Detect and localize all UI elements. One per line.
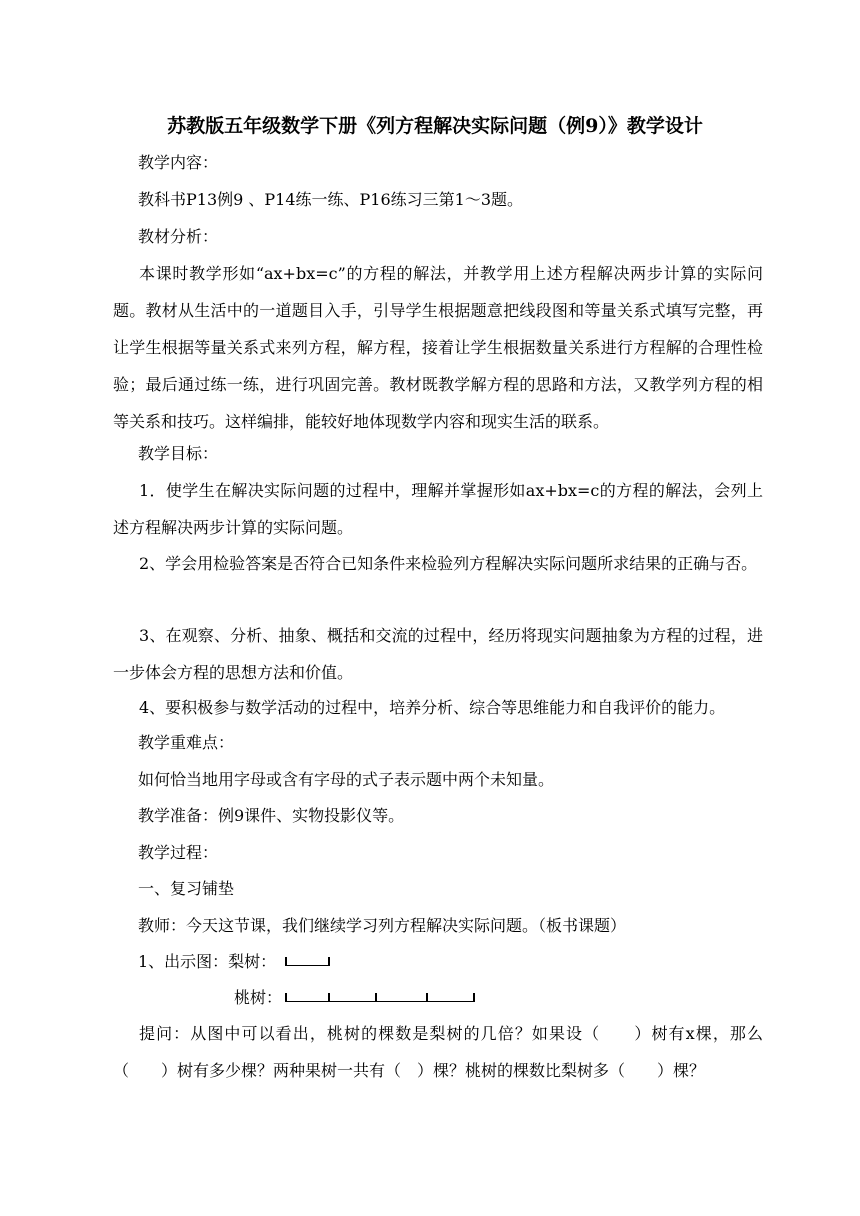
question-paragraph: 提问：从图中可以看出，桃树的棵数是梨树的几倍？如果设（ ）树有x棵，那么（ ）树有多少棵？两种果树一共有（ ）棵？桃树的棵数比梨树多（ ）棵？ xyxy=(113,1024,763,1080)
figure-label-peach: 桃树： xyxy=(234,988,283,1007)
analysis-paragraph: 本课时教学形如“ax+bx=c”的方程的解法，并教学用上述方程解决两步计算的实际问题。教材从生活中的一道题目入手，引导学生根据题意把线段图和等量关系式填写完整，再让学生根据等量关系式来列方程，解方程，接着让学生根据数量关系进行方程解的合理性检验；最后通过练一练，进行巩固完善。教材既教学解方程的思路和方法，又教学列方程的相等关系和技巧。这样编排，能较好地体现数学内容和现实生活的联系。 xyxy=(113,264,763,431)
prep-text: 教学准备：例9课件、实物投影仪等。 xyxy=(138,806,405,825)
peach-tick-3 xyxy=(426,993,428,1002)
goal-1: 1．使学生在解决实际问题的过程中，理解并掌握形如ax+bx=c的方程的解法，会列上述方程解决两步计算的实际问题。 xyxy=(113,481,763,537)
pear-segment-line xyxy=(285,957,329,966)
peach-tick-2 xyxy=(375,993,377,1002)
pear-tick-end xyxy=(328,957,330,966)
key-heading: 教学重难点： xyxy=(138,733,235,752)
peach-tick-1 xyxy=(328,993,330,1002)
key-text: 如何恰当地用字母或含有字母的式子表示题中两个未知量。 xyxy=(138,770,555,789)
peach-tick-0 xyxy=(285,993,287,1002)
teacher-line: 教师：今天这节课，我们继续学习列方程解决实际问题。（板书课题） xyxy=(138,916,627,935)
document-title: 苏教版五年级数学下册《列方程解决实际问题（例9）》教学设计 xyxy=(167,115,703,137)
figure-label-pear: 1、出示图：梨树： xyxy=(138,952,277,971)
peach-tick-4 xyxy=(473,993,475,1002)
goal-4: 4、要积极参与数学活动的过程中，培养分析、综合等思维能力和自我评价的能力。 xyxy=(139,698,726,717)
pear-tick-start xyxy=(285,957,287,966)
peach-segment-line xyxy=(285,993,474,1002)
analysis-heading: 教材分析： xyxy=(138,227,219,246)
goal-3: 3、在观察、分析、抽象、概括和交流的过程中，经历将现实问题抽象为方程的过程，进一步体会方程的思想方法和价值。 xyxy=(113,626,763,682)
goal-2: 2、学会用检验答案是否符合已知条件来检验列方程解决实际问题所求结果的正确与否。 xyxy=(139,554,758,573)
content-text: 教科书P13例9 、P14练一练、P16练习三第1～3题。 xyxy=(138,190,524,209)
section-1-heading: 一、复习铺垫 xyxy=(138,879,235,898)
goals-heading: 教学目标： xyxy=(138,444,219,463)
process-heading: 教学过程： xyxy=(138,843,219,862)
content-heading: 教学内容： xyxy=(138,153,219,172)
